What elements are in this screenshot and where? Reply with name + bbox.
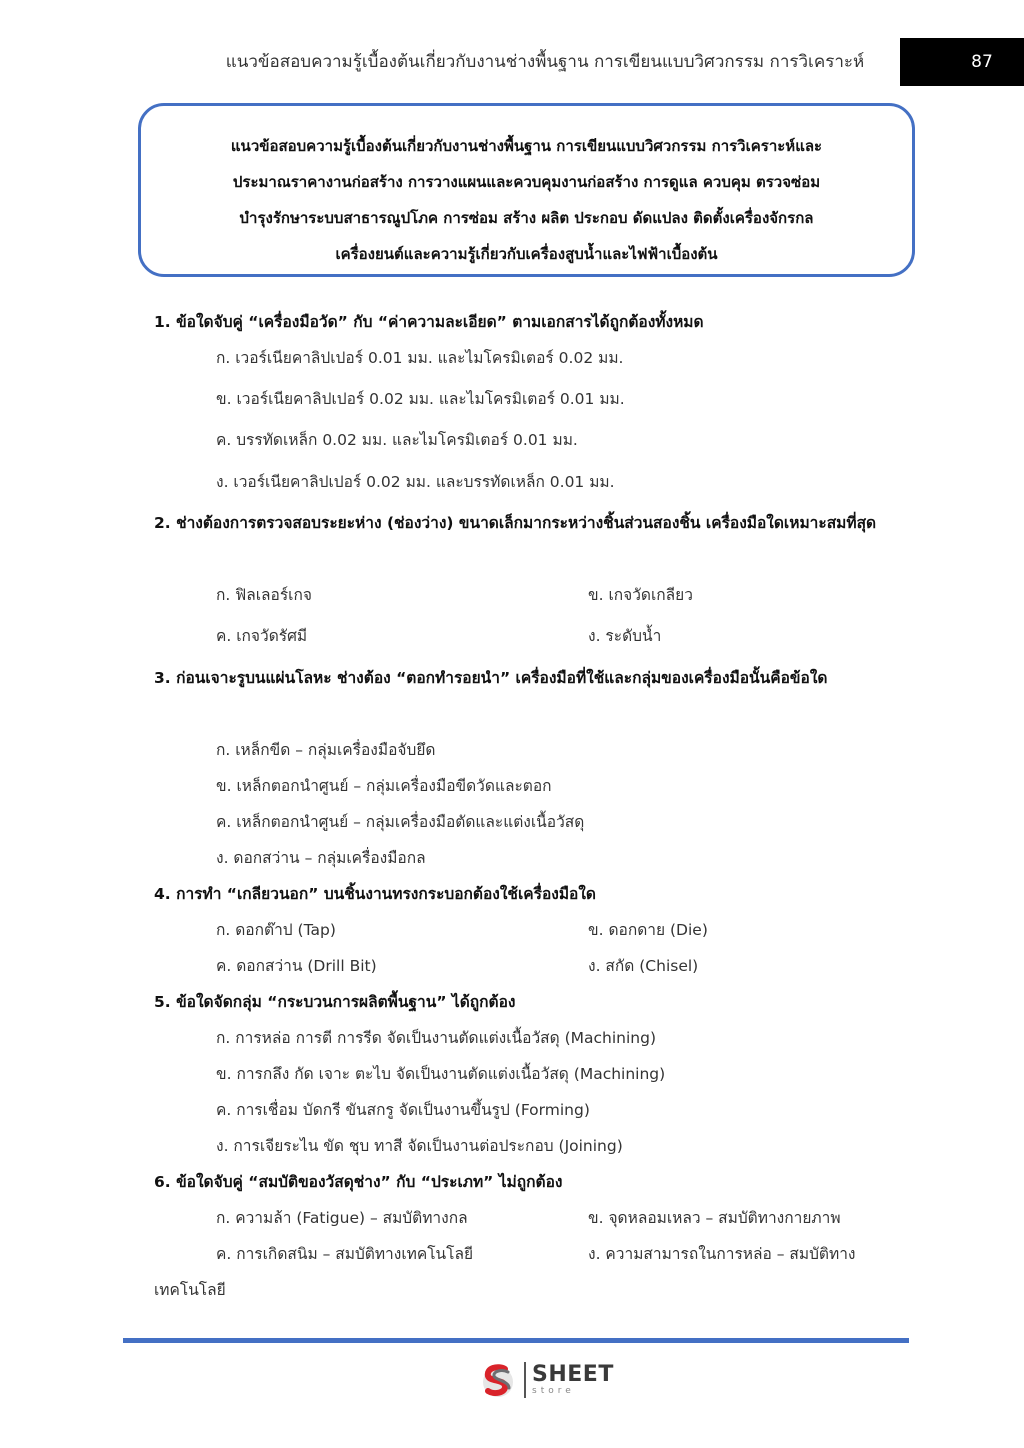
q3-option-b: ข. เหล็กตอกนำศูนย์ – กลุ่มเครื่องมือขีดวัดและตอก (216, 777, 552, 795)
question-2: 2. ช่างต้องการตรวจสอบระยะห่าง (ช่องว่าง) ขนาดเล็กมากระหว่างชิ้นส่วนสองชิ้น เครื่องมือใดเหมาะสมที่สุด (154, 514, 877, 532)
sheet-store-logo-icon (478, 1360, 518, 1400)
question-5: 5. ข้อใดจัดกลุ่ม “กระบวนการผลิตพื้นฐาน” ได้ถูกต้อง (154, 993, 516, 1011)
q4-option-b: ข. ดอกดาย (Die) (588, 921, 708, 939)
q1-option-c: ค. บรรทัดเหล็ก 0.02 มม. และไมโครมิเตอร์ 0.01 มม. (216, 431, 578, 449)
q1-option-a: ก. เวอร์เนียคาลิปเปอร์ 0.01 มม. และไมโครมิเตอร์ 0.02 มม. (216, 349, 624, 367)
logo-word: SHEET (532, 1362, 614, 1387)
running-header: แนวข้อสอบความรู้เบื้องต้นเกี่ยวกับงานช่างพื้นฐาน การเขียนแบบวิศวกรรม การวิเคราะห์ (225, 52, 865, 72)
q2-option-a: ก. ฟิลเลอร์เกจ (216, 586, 312, 604)
q6-option-d: ง. ความสามารถในการหล่อ – สมบัติทาง (588, 1245, 856, 1263)
q5-option-d: ง. การเจียระไน ขัด ชุบ ทาสี จัดเป็นงานต่อประกอบ (Joining) (216, 1137, 623, 1155)
q4-option-a: ก. ดอกต๊าป (Tap) (216, 921, 336, 939)
q6-option-d-continued: เทคโนโลยี (154, 1281, 226, 1299)
q2-option-c: ค. เกจวัดรัศมี (216, 627, 308, 645)
q6-option-c: ค. การเกิดสนิม – สมบัติทางเทคโนโลยี (216, 1245, 474, 1263)
topic-line: แนวข้อสอบความรู้เบื้องต้นเกี่ยวกับงานช่างพื้นฐาน การเขียนแบบวิศวกรรม การวิเคราะห์และ (230, 137, 823, 155)
q5-option-c: ค. การเชื่อม บัดกรี ขันสกรู จัดเป็นงานขึ้นรูป (Forming) (216, 1101, 590, 1119)
q4-option-c: ค. ดอกสว่าน (Drill Bit) (216, 957, 377, 975)
q6-option-a: ก. ความล้า (Fatigue) – สมบัติทางกล (216, 1209, 468, 1227)
q3-option-c: ค. เหล็กตอกนำศูนย์ – กลุ่มเครื่องมือตัดและแต่งเนื้อวัสดุ (216, 813, 585, 831)
logo-subword: store (532, 1386, 575, 1396)
logo-separator (524, 1362, 526, 1398)
q6-option-b: ข. จุดหลอมเหลว – สมบัติทางกายภาพ (588, 1209, 841, 1227)
logo-text (532, 1364, 614, 1396)
question-6: 6. ข้อใดจับคู่ “สมบัติของวัสดุช่าง” กับ “ประเภท” ไม่ถูกต้อง (154, 1173, 563, 1191)
question-4: 4. การทำ “เกลียวนอก” บนชิ้นงานทรงกระบอกต้องใช้เครื่องมือใด (154, 885, 596, 903)
topic-line: บำรุงรักษาระบบสาธารณูปโภค การซ่อม สร้าง ผลิต ประกอบ ดัดแปลง ติดตั้งเครื่องจักรกล (239, 209, 814, 227)
q5-option-a: ก. การหล่อ การตี การรีด จัดเป็นงานตัดแต่งเนื้อวัสดุ (Machining) (216, 1029, 657, 1047)
topic-line: ประมาณราคางานก่อสร้าง การวางแผนและควบคุมงานก่อสร้าง การดูแล ควบคุม ตรวจซ่อม (232, 173, 821, 191)
q5-option-b: ข. การกลึง กัด เจาะ ตะไบ จัดเป็นงานตัดแต่งเนื้อวัสดุ (Machining) (216, 1065, 666, 1083)
question-1: 1. ข้อใดจับคู่ “เครื่องมือวัด” กับ “ค่าความละเอียด” ตามเอกสารได้ถูกต้องทั้งหมด (154, 313, 704, 331)
q1-option-b: ข. เวอร์เนียคาลิปเปอร์ 0.02 มม. และไมโครมิเตอร์ 0.01 มม. (216, 390, 625, 408)
footer-divider (123, 1338, 909, 1343)
q3-option-a: ก. เหล็กขีด – กลุ่มเครื่องมือจับยึด (216, 741, 436, 759)
q2-option-d: ง. ระดับน้ำ (588, 627, 662, 645)
q1-option-d: ง. เวอร์เนียคาลิปเปอร์ 0.02 มม. และบรรทัดเหล็ก 0.01 มม. (216, 473, 615, 491)
page-number: 87 (900, 38, 1024, 86)
topic-box (138, 103, 915, 277)
topic-line: เครื่องยนต์และความรู้เกี่ยวกับเครื่องสูบน้ำและไฟฟ้าเบื้องต้น (335, 245, 718, 263)
sheet-store-logo (478, 1358, 614, 1402)
q4-option-d: ง. สกัด (Chisel) (588, 957, 699, 975)
q3-option-d: ง. ดอกสว่าน – กลุ่มเครื่องมือกล (216, 849, 426, 867)
question-3: 3. ก่อนเจาะรูบนแผ่นโลหะ ช่างต้อง “ตอกทำรอยนำ” เครื่องมือที่ใช้และกลุ่มของเครื่องมือนั้นคือข้อใด (154, 669, 828, 687)
q2-option-b: ข. เกจวัดเกลียว (588, 586, 693, 604)
